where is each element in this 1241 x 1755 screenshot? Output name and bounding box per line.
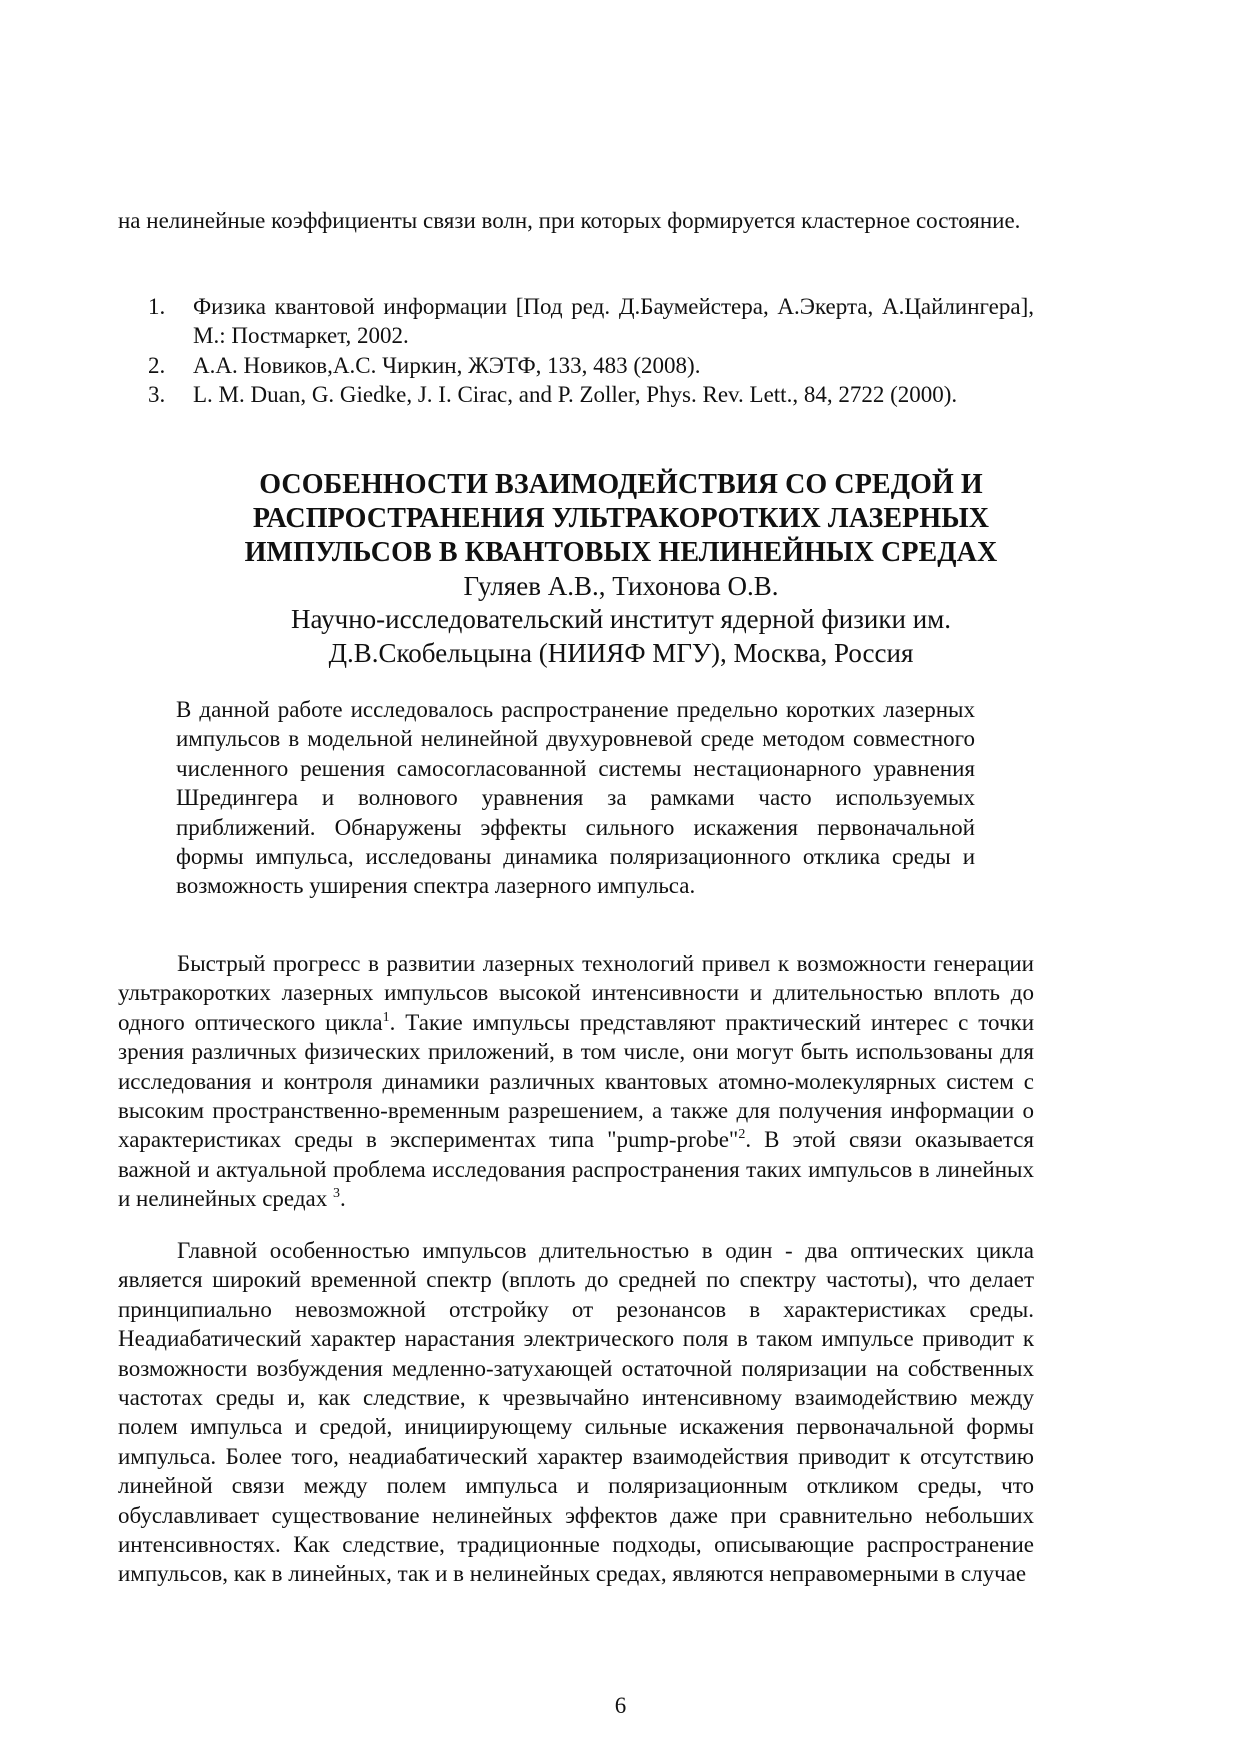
intro-paragraph: на нелинейные коэффициенты связи волн, при которых формируется кластерное состояние. (118, 208, 1021, 233)
reference-item (148, 292, 1034, 351)
body-paragraph (118, 949, 1034, 1214)
body-paragraph (118, 1236, 1034, 1589)
page-number: 6 (614, 1693, 627, 1718)
article-affiliation (118, 602, 1124, 670)
paragraph-text: Главной особенностью импульсов длительностью в один - два оптических цикла является широкий временной спектр (вплоть до средней по спектру частоты), что делает принципиально невозможной отстройку от резонансов в характеристиках среды. Неадиабатический характер нарастания электрического поля в таком импульсе приводит к возможности возбуждения медленно-затухающей остаточной поляризации на собственных частотах среды и, как следствие, к чрезвычайно интенсивному взаимодействию между полем импульса и средой, инициирующему сильные искажения первоначальной формы импульса. Более того, неадиабатический характер взаимодействия приводит к отсутствию линейной связи между полем импульса и поляризационным откликом среды, что обуславливает существование нелинейных эффектов даже при сравнительно небольших интенсивностях. Как следствие, традиционные подходы, описывающие распространение импульсов, как в линейных, так и в нелинейных средах, являются неправомерными в случае (118, 1238, 1034, 1587)
title-line: РАСПРОСТРАНЕНИЯ УЛЬТРАКОРОТКИХ ЛАЗЕРНЫХ (252, 503, 990, 534)
text-run: Быстрый прогресс в развитии лазерных технологий привел к возможности генерации ультракоротких лазерных импульсов высокой интенсивности и длительностью вплоть до одного оптического цикла (118, 951, 1034, 1035)
text-run: . В этой связи оказывается важной и актуальной проблема исследования распространения таких импульсов в линейных и нелинейных средах (118, 1127, 1034, 1212)
reference-number: 1. (148, 294, 166, 319)
article-authors: Гуляев А.В., Тихонова О.В. (463, 571, 779, 601)
reference-item (148, 380, 1034, 409)
footnote-ref: 1 (382, 1009, 390, 1025)
reference-number: 2. (148, 352, 166, 378)
reference-item (148, 351, 1034, 380)
reference-text: L. M. Duan, G. Giedke, J. I. Cirac, and P. Zoller, Phys. Rev. Lett., 84, 2722 (2000). (193, 382, 958, 408)
article-abstract: В данной работе исследовалось распространение предельно коротких лазерных импульсов в модельной нелинейной двухуровневой среде методом совместного численного решения самосогласованной системы нестационарного уравнения Шредингера и волнового уравнения за рамками часто используемых приближений. Обнаружены эффекты сильного искажения первоначальной формы импульса, исследованы динамика поляризационного отклика среды и возможность уширения спектра лазерного импульса. (176, 697, 975, 899)
affiliation-line: Д.В.Скобельцына (НИИЯФ МГУ), Москва, Россия (328, 638, 914, 668)
footnote-ref: 3 (332, 1186, 340, 1202)
reference-number: 3. (148, 382, 166, 408)
article-title (118, 468, 1124, 570)
text-run: . (339, 1186, 346, 1212)
reference-list (148, 292, 1034, 410)
affiliation-line: Научно-исследовательский институт ядерной физики им. (291, 604, 951, 634)
reference-text: Физика квантовой информации [Под ред. Д.Баумейстера, А.Экерта, А.Цайлингера], М.: Постмаркет, 2002. (193, 294, 1034, 349)
paragraph-text (118, 949, 1034, 1214)
reference-text: А.А. Новиков,А.С. Чиркин, ЖЭТФ, 133, 483 (2008). (193, 352, 701, 378)
footnote-ref: 2 (738, 1127, 746, 1143)
title-line: ОСОБЕННОСТИ ВЗАИМОДЕЙСТВИЯ СО СРЕДОЙ И (259, 469, 983, 500)
text-run: . Такие импульсы представляют практический интерес с точки зрения различных физических приложений, в том числе, они могут быть использованы для исследования и контроля динамики различных квантовых атомно-молекулярных систем с высоким пространственно-временным разрешением, а также для получения информации о характеристиках среды в экспериментах типа "pump-probe" (118, 1009, 1035, 1153)
title-line: ИМПУЛЬСОВ В КВАНТОВЫХ НЕЛИНЕЙНЫХ СРЕДАХ (244, 537, 998, 568)
